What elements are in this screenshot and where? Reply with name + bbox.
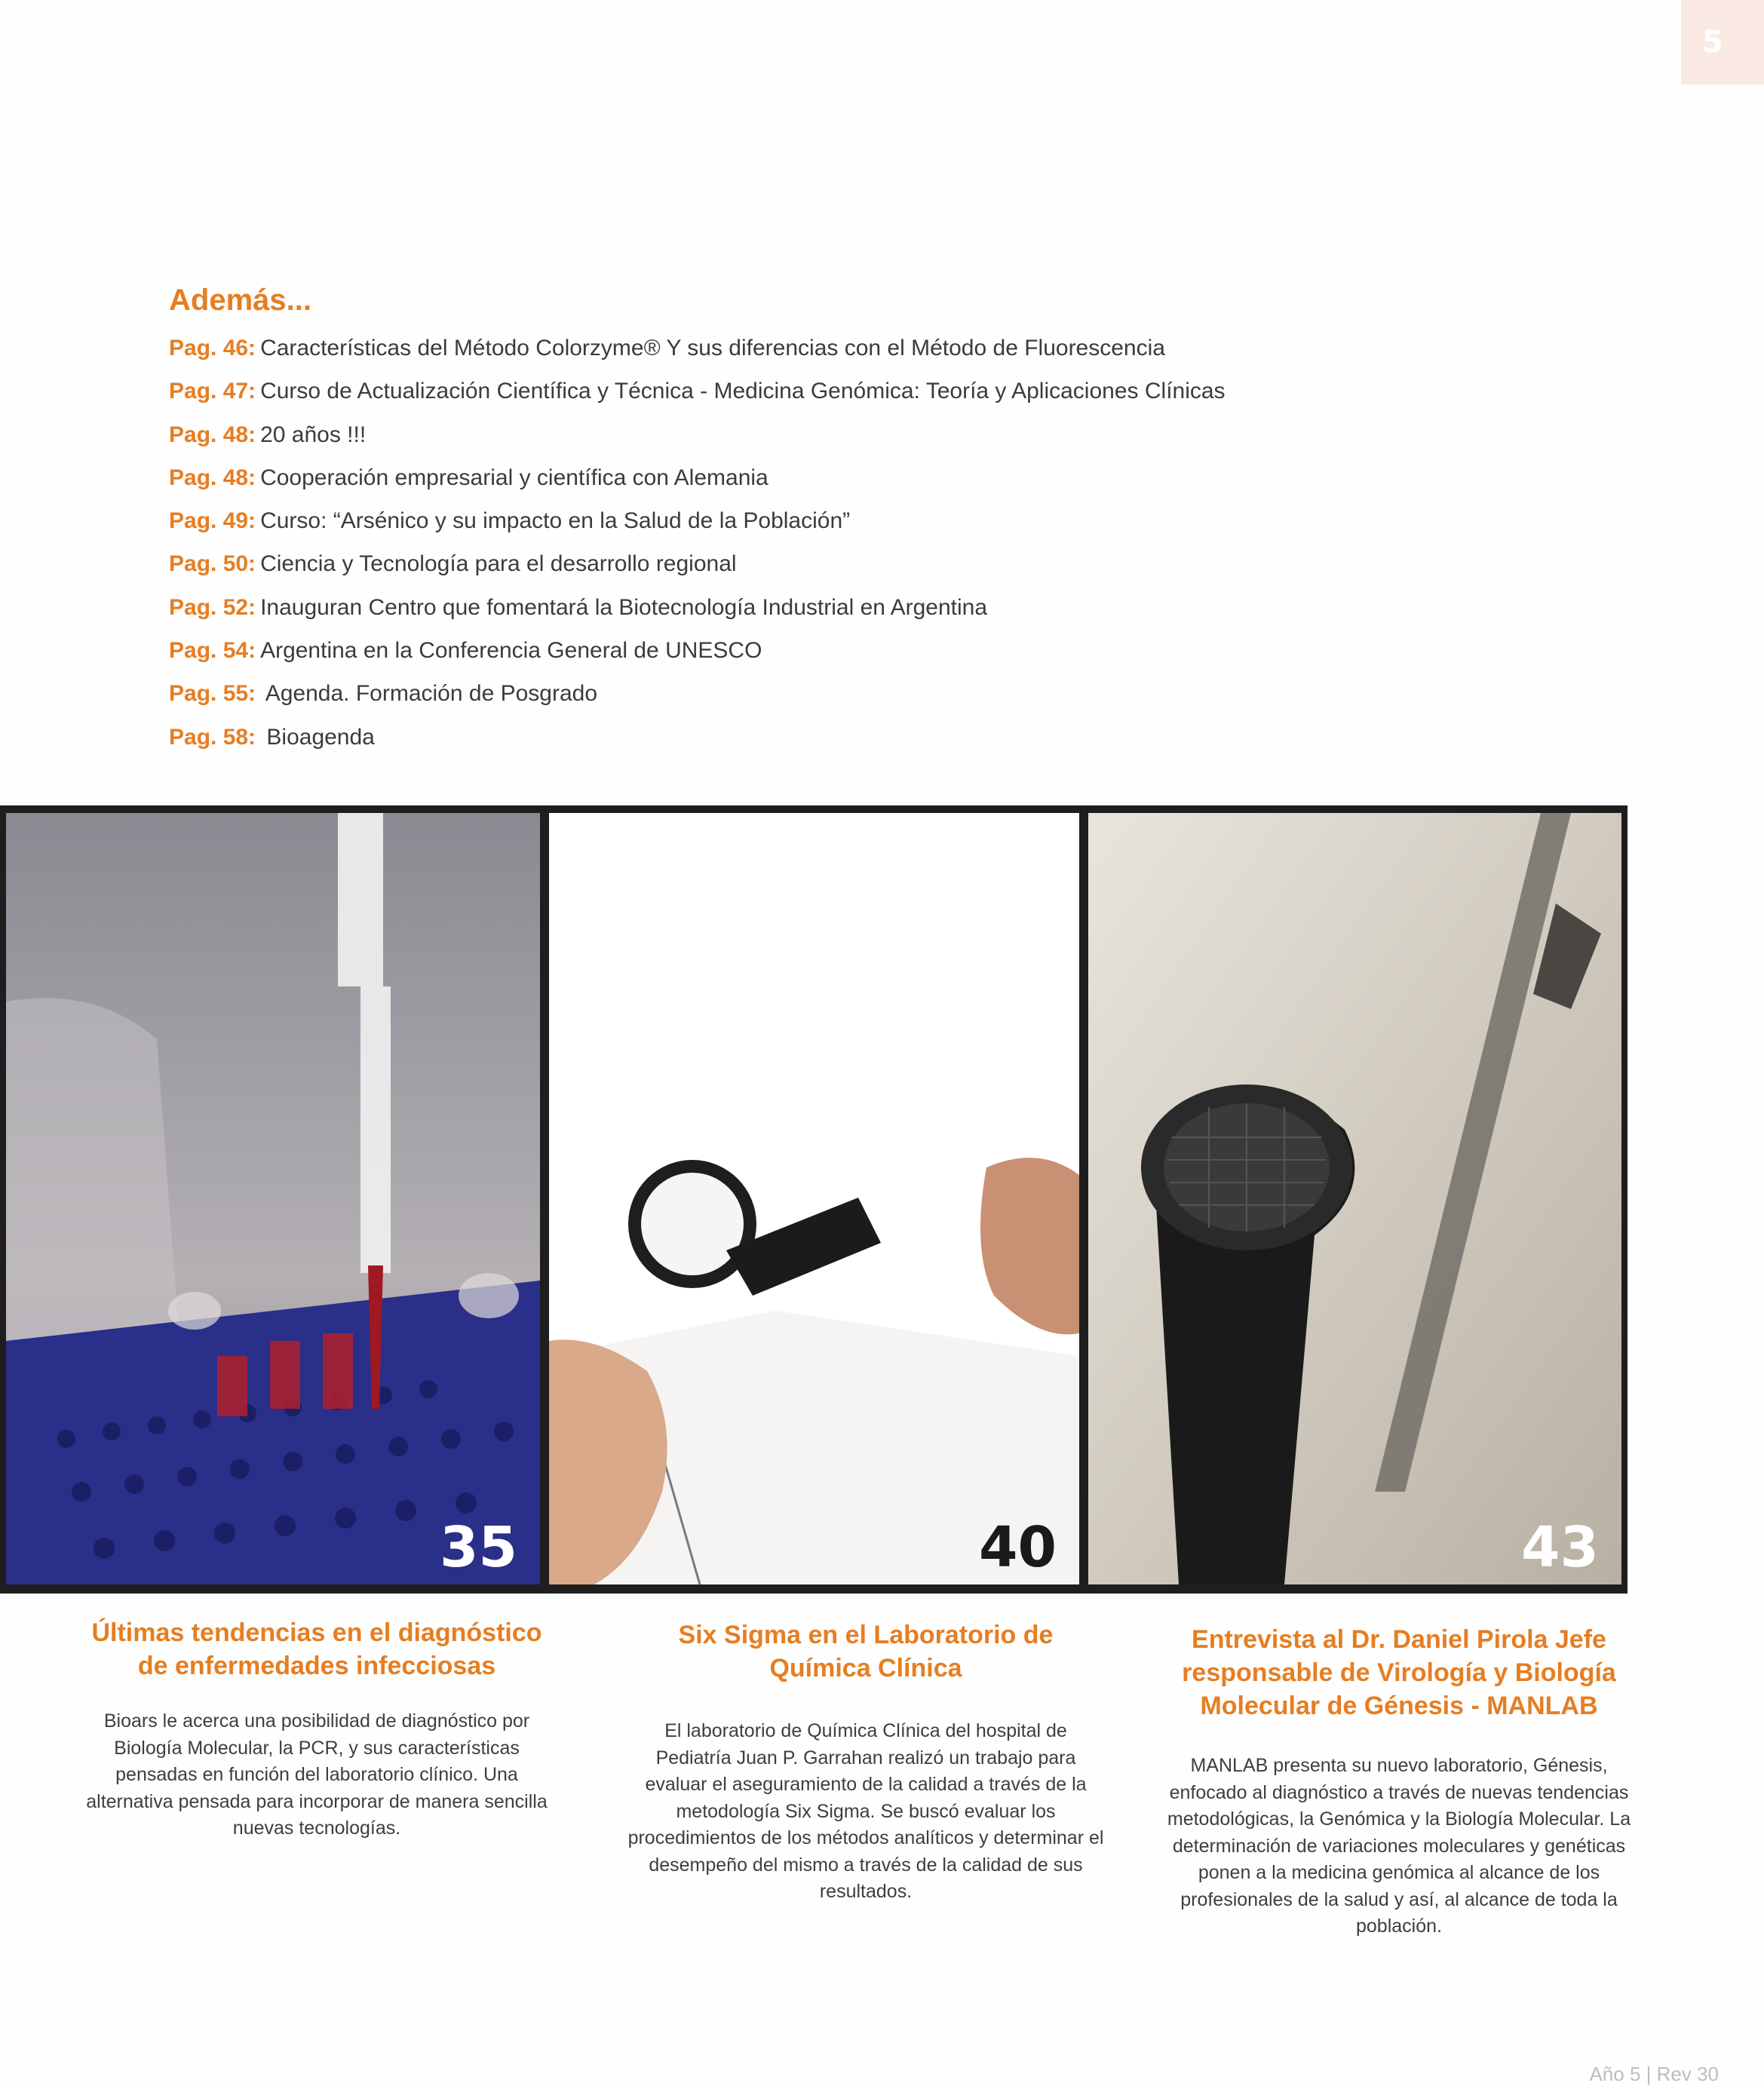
photo-microphone[interactable] [1088,813,1621,1584]
toc-page: Pag. 47: [169,379,256,404]
toc-text: Bioagenda [260,724,375,750]
photo-magnifier[interactable] [549,813,1079,1584]
ademas-title: Además... [169,284,311,317]
toc-item[interactable] [169,413,1225,456]
toc-item[interactable] [169,586,1225,629]
page-number: 5 [1702,25,1723,60]
article-title: Six Sigma en el Laboratorio de Química Clínica [678,1621,1054,1683]
footer-issue: Año 5 | Rev 30 [1589,2063,1719,2085]
toc-item[interactable] [169,716,1225,759]
toc-page: Pag. 48: [169,465,256,490]
photo-number: 43 [1521,1515,1599,1580]
toc-item[interactable] [169,327,1225,370]
photo-strip [0,805,1627,1594]
toc-item[interactable] [169,456,1225,499]
toc-item[interactable] [169,542,1225,585]
toc-text: 20 años !!! [260,422,367,447]
toc-page: Pag. 48: [169,422,256,447]
toc-item[interactable] [169,629,1225,672]
photo-number: 35 [440,1515,517,1580]
photo-pipette[interactable] [6,813,540,1584]
toc-page: Pag. 54: [169,638,256,664]
toc-text: Curso de Actualización Científica y Técnica - Medicina Genómica: Teoría y Aplicaciones Clínicas [260,379,1226,404]
article-entrevista[interactable] [1154,1623,1644,1940]
toc-text: Argentina en la Conferencia General de UNESCO [260,638,762,664]
pipette-icon [6,813,540,1584]
article-title: Últimas tendencias en el diagnóstico de enfermedades infecciosas [91,1618,542,1680]
page-number-tab [1681,0,1764,84]
toc-text: Inauguran Centro que fomentará la Biotecnología Industrial en Argentina [260,594,988,620]
toc-page: Pag. 55: [169,681,256,707]
toc-text: Agenda. Formación de Posgrado [260,681,598,707]
photo-number: 40 [979,1515,1057,1580]
toc-item[interactable] [169,370,1225,413]
article-infecciosas[interactable] [75,1616,558,1842]
ademas-section [169,284,1225,759]
article-title: Entrevista al Dr. Daniel Pirola Jefe responsable de Virología y Biología Molecular de Génesis - MANLAB [1182,1625,1616,1720]
toc-text: Características del Método Colorzyme® Y sus diferencias con el Método de Fluorescencia [260,336,1165,360]
toc-page: Pag. 50: [169,551,256,577]
toc-page: Pag. 58: [169,724,256,750]
microphone-icon [1088,813,1621,1584]
toc-page: Pag. 46: [169,336,256,360]
article-body: MANLAB presenta su nuevo laboratorio, Génesis, enfocado al diagnóstico a través de nuevas tendencias metodológicas, la Genómica y la Biología Molecular. La determinación de variaciones moleculares y genéticas ponen a la medicina genómica al alcance de los profesionales de la salud y así, al alcance de toda la población. [1167,1755,1631,1937]
toc-item[interactable] [169,672,1225,715]
toc-item[interactable] [169,499,1225,542]
magnifier-icon [549,813,1079,1584]
article-body: El laboratorio de Química Clínica del hospital de Pediatría Juan P. Garrahan realizó un trabajo para evaluar el aseguramiento de la calidad a través de la metodología Six Sigma. Se buscó evaluar los procedimientos de los métodos analíticos y determinar el desempeño del mismo a través de la calidad de sus resultados. [627,1720,1104,1902]
toc-page: Pag. 52: [169,594,256,620]
article-six-sigma[interactable] [624,1618,1107,1906]
toc-text: Ciencia y Tecnología para el desarrollo regional [260,551,737,577]
toc-text: Curso: “Arsénico y su impacto en la Salud de la Población” [260,508,851,534]
article-body: Bioars le acerca una posibilidad de diagnóstico por Biología Molecular, la PCR, y sus características pensadas en función del laboratorio clínico. Una alternativa pensada para incorporar de manera sencilla nuevas tecnologías. [86,1710,548,1839]
toc-page: Pag. 49: [169,508,256,534]
toc-text: Cooperación empresarial y científica con Alemania [260,465,768,490]
